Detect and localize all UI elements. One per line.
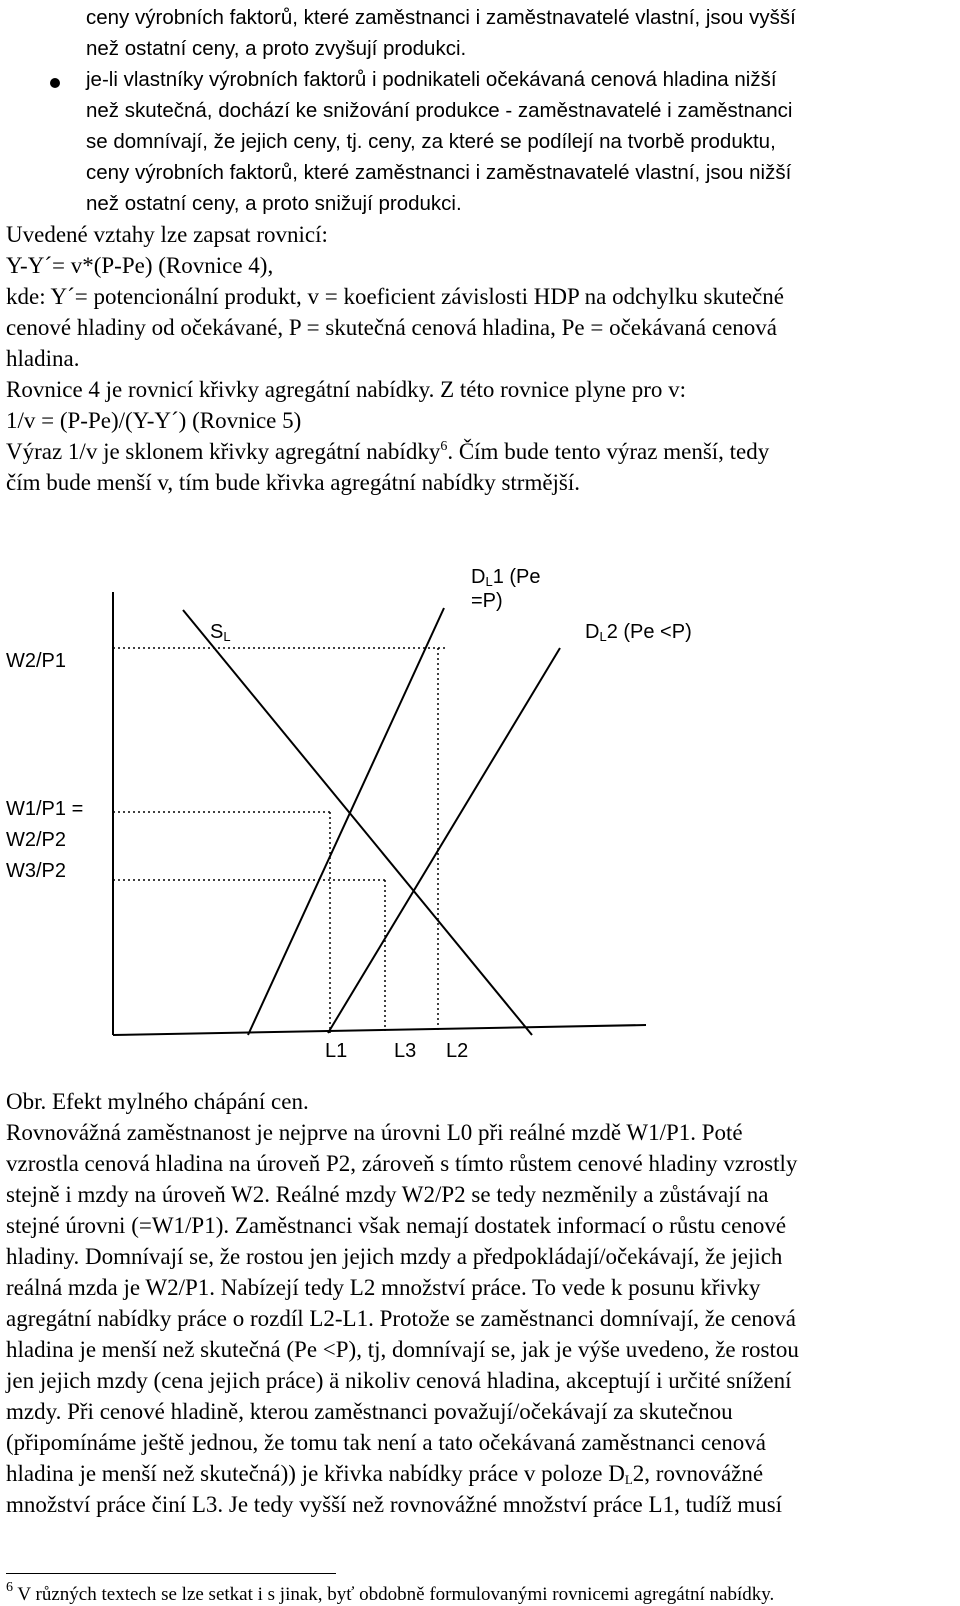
equation-4: Y-Y´= v*(P-Pe) (Rovnice 4), — [6, 253, 274, 278]
x-label-l2: L2 — [446, 1040, 469, 1062]
body-line-10: mzdy. Při cenové hladině, kterou zaměstnanci považují/očekávají za skutečnou — [6, 1399, 733, 1424]
figure-caption: Obr. Efekt mylného chápání cen. — [6, 1089, 309, 1114]
equation-intro-line: Rovnice 4 je rovnicí křivky agregátní nabídky. Z této rovnice plyne pro v: — [6, 377, 687, 402]
y-label-w2p1: W2/P1 — [6, 650, 67, 672]
footnote-number: 6 — [6, 1580, 13, 1595]
intro-line: Uvedené vztahy lze zapsat rovnicí: — [6, 222, 328, 247]
y-label-w3p2: W3/P2 — [6, 860, 67, 882]
body-line-1: Rovnovážná zaměstnanost je nejprve na úrovni L0 při reálné mzdě W1/P1. Poté — [6, 1120, 743, 1145]
body-line-12-end: 2, rovnovážné — [632, 1461, 764, 1486]
bullet-item-line-2: než skutečná, dochází ke snižování produkce - zaměstnavatelé i zaměstnanci — [86, 99, 793, 122]
footnote-ref: 6 — [440, 439, 448, 454]
bullet-continuation-line-2: než ostatní ceny, a proto zvyšují produkci. — [86, 37, 467, 60]
supply-curve-label — [210, 621, 231, 644]
demand1-label-sub: L — [485, 574, 493, 589]
demand-curve-2 — [328, 648, 560, 1033]
body-line-7: agregátní nabídky práce o rozdíl L2-L1. Protože se zaměstnanci domnívají, že cenová — [6, 1306, 796, 1331]
demand-curve-1-label — [471, 566, 541, 589]
equation-5: 1/v = (P-Pe)/(Y-Y´) (Rovnice 5) — [6, 408, 302, 433]
footnote-text: V různých textech se lze setkat i s jinak, byť obdobně formulovanými rovnicemi agregátní nabídky. — [13, 1584, 775, 1605]
demand2-label-main: D — [585, 621, 600, 643]
y-label-w2p2: W2/P2 — [6, 829, 67, 851]
demand2-label-rest: 2 (Pe <P) — [606, 621, 692, 643]
body-line-12-sub: L — [624, 1472, 633, 1487]
x-label-l3: L3 — [394, 1040, 417, 1062]
slope-sentence-line-2: čím bude menší v, tím bude křivka agregátní nabídky strmější. — [6, 470, 581, 495]
bullet-item-line-5: než ostatní ceny, a proto snižují produkci. — [86, 192, 462, 215]
body-line-8: hladina je menší než skutečná (Pe <P), tj, domnívají se, jak je výše uvedeno, že rostou — [6, 1337, 799, 1362]
demand-curve-2-label — [585, 621, 692, 644]
body-line-9: jen jejich mzdy (cena jejich práce) ä nikoliv cenová hladina, akceptují i určité snížení — [6, 1368, 792, 1393]
body-line-4: stejné úrovni (=W1/P1). Zaměstnanci však nemají dostatek informací o růstu cenové — [6, 1213, 787, 1238]
definition-line-2: cenové hladiny od očekávané, P = skutečná cenová hladina, Pe = očekávaná cenová — [6, 315, 777, 340]
demand-curve-1-label-line-2: =P) — [471, 590, 503, 612]
bullet-continuation-line-1: ceny výrobních faktorů, které zaměstnanci i zaměstnavatelé vlastní, jsou vyšší — [86, 6, 796, 29]
footnote — [6, 1580, 774, 1606]
supply-label-sub: L — [223, 629, 231, 644]
slope-sentence-text: Výraz 1/v je sklonem křivky agregátní nabídky — [6, 439, 441, 464]
y-label-w1p1: W1/P1 = — [6, 798, 84, 820]
supply-curve — [183, 610, 532, 1035]
body-line-12 — [6, 1461, 763, 1488]
definition-line-3: hladina. — [6, 346, 80, 371]
slope-sentence-text-end: . Čím bude tento výraz menší, tedy — [447, 439, 770, 464]
body-line-11: (připomínáme ještě jednou, že tomu tak není a tato očekávaná zaměstnanci cenová — [6, 1430, 766, 1455]
x-label-l1: L1 — [325, 1040, 348, 1062]
demand1-label-main: D — [471, 566, 486, 588]
body-line-6: reálná mzda je W2/P1. Nabízejí tedy L2 množství práce. To vede k posunu křivky — [6, 1275, 761, 1300]
body-line-3: stejně i mzdy na úroveň W2. Reálné mzdy W2/P2 se tedy nezměnily a zůstávají na — [6, 1182, 769, 1207]
bullet-item-line-1: je-li vlastníky výrobních faktorů i podnikateli očekávaná cenová hladina nižší — [86, 68, 777, 91]
bullet-item-line-4: ceny výrobních faktorů, které zaměstnanci i zaměstnavatelé vlastní, jsou nižší — [86, 161, 792, 184]
supply-label-main: S — [210, 621, 224, 643]
x-axis — [113, 1025, 646, 1035]
body-line-5: hladiny. Domnívají se, že rostou jen jejich mzdy a předpokládají/očekávají, že jejich — [6, 1244, 783, 1269]
demand1-label-rest: 1 (Pe — [492, 566, 541, 588]
body-line-13: množství práce činí L3. Je tedy vyšší než rovnovážné množství práce L1, tudíž musí — [6, 1492, 783, 1517]
demand2-label-sub: L — [599, 629, 607, 644]
body-line-2: vzrostla cenová hladina na úroveň P2, zároveň s tímto růstem cenové hladiny vzrostly — [6, 1151, 798, 1176]
footnote-rule — [6, 1573, 336, 1574]
body-line-12-text: hladina je menší než skutečná)) je křivka nabídky práce v poloze D — [6, 1461, 625, 1486]
demand-curve-1 — [248, 608, 444, 1035]
definition-line-1: kde: Y´= potencionální produkt, v = koeficient závislosti HDP na odchylku skutečné — [6, 284, 784, 309]
bullet-item-line-3: se domnívají, že jejich ceny, tj. ceny, za které se podílejí na tvorbě produktu, — [86, 130, 776, 153]
